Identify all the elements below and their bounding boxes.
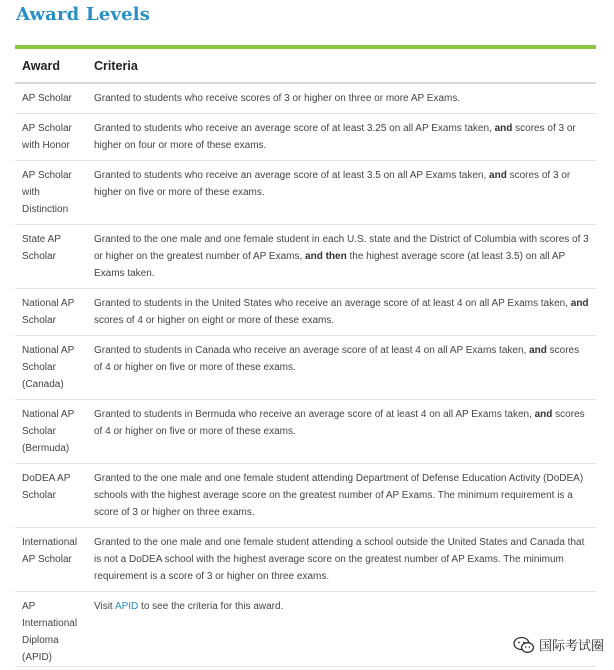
award-name: DoDEA AP Scholar — [15, 464, 87, 528]
page-title: Award Levels — [16, 4, 151, 25]
criteria-text: scores of 3 or higher on five or more of these exams. — [94, 170, 571, 198]
table-row — [15, 225, 596, 289]
criteria-text: Granted to students who receive an average score of at least 3.5 on all AP Exams taken, — [94, 170, 490, 181]
criteria-text: Granted to the one male and one female student attending Department of Defense Education Activity (DoDEA) schools with the highest average score on the greatest number of AP Exams. The minimum requirement is a score of 3 or higher on three exams. — [94, 473, 584, 518]
award-name: National AP Scholar — [15, 289, 87, 336]
award-criteria — [87, 464, 596, 528]
criteria-text: to see the criteria for this award. — [138, 601, 284, 612]
table-row — [15, 464, 596, 528]
table-bottom-edge — [15, 666, 596, 667]
emphasis-text: and — [534, 409, 553, 420]
award-criteria — [87, 114, 596, 161]
watermark-text: 国际考试圈 — [538, 639, 604, 654]
table-row — [15, 400, 596, 464]
table-row — [15, 161, 596, 225]
award-criteria — [87, 592, 596, 670]
criteria-text: Granted to students who receive an average score of at least 3.25 on all AP Exams taken, — [94, 123, 495, 134]
award-name: AP International Diploma (APID) — [15, 592, 87, 670]
table-row — [15, 528, 596, 592]
award-name: AP Scholar with Distinction — [15, 161, 87, 225]
award-criteria — [87, 161, 596, 225]
award-name: AP Scholar — [15, 83, 87, 114]
wechat-icon — [513, 636, 535, 654]
table-row — [15, 114, 596, 161]
award-name: AP Scholar with Honor — [15, 114, 87, 161]
criteria-text: scores of 4 or higher on five or more of these exams. — [94, 409, 585, 437]
emphasis-text: and — [489, 170, 507, 181]
table-row — [15, 336, 596, 400]
criteria-text: scores of 3 or higher on four or more of these exams. — [94, 123, 576, 151]
criteria-text: Visit — [94, 601, 115, 612]
table-row — [15, 83, 596, 114]
criteria-text: Granted to students in Canada who receive an average score of at least 4 on all AP Exams taken, — [94, 345, 530, 356]
award-criteria — [87, 83, 596, 114]
column-header-criteria: Criteria — [87, 49, 596, 83]
criteria-text: scores of 4 or higher on five or more of these exams. — [94, 345, 580, 373]
criteria-text: Granted to students in the United States who receive an average score of at least 4 on all AP Exams taken, — [94, 298, 571, 309]
award-criteria — [87, 336, 596, 400]
criteria-text: Granted to the one male and one female student attending a school outside the United States and Canada that is not a DoDEA school with the highest average score on the greatest number of AP Exams. The minimum requirement is a score of 3 or higher on three exams. — [94, 537, 585, 582]
award-levels-table — [15, 49, 596, 670]
apid-link[interactable]: APID — [114, 601, 139, 612]
emphasis-text: and then — [305, 251, 347, 262]
award-criteria — [87, 528, 596, 592]
award-name: International AP Scholar — [15, 528, 87, 592]
emphasis-text: and — [529, 345, 547, 356]
table-header-row — [15, 49, 596, 83]
criteria-text: the highest average score (at least 3.5) on all AP Exams taken. — [94, 251, 565, 279]
award-name: State AP Scholar — [15, 225, 87, 289]
criteria-text: Granted to students in Bermuda who receive an average score of at least 4 on all AP Exams taken, — [94, 409, 535, 420]
table-row — [15, 289, 596, 336]
criteria-text: scores of 4 or higher on eight or more of these exams. — [94, 315, 335, 326]
award-name: National AP Scholar (Bermuda) — [15, 400, 87, 464]
award-name: National AP Scholar (Canada) — [15, 336, 87, 400]
column-header-award: Award — [15, 49, 87, 83]
table-row — [15, 592, 596, 670]
criteria-text: Granted to students who receive scores of 3 or higher on three or more AP Exams. — [94, 93, 461, 104]
criteria-text: Granted to the one male and one female student in each U.S. state and the District of Columbia with scores of 3 or higher on the greatest number of AP Exams, — [94, 234, 589, 262]
table-body — [15, 83, 596, 670]
award-criteria — [87, 225, 596, 289]
award-criteria — [87, 289, 596, 336]
watermark — [509, 633, 608, 656]
award-criteria — [87, 400, 596, 464]
emphasis-text: and — [570, 298, 589, 309]
emphasis-text: and — [494, 123, 513, 134]
